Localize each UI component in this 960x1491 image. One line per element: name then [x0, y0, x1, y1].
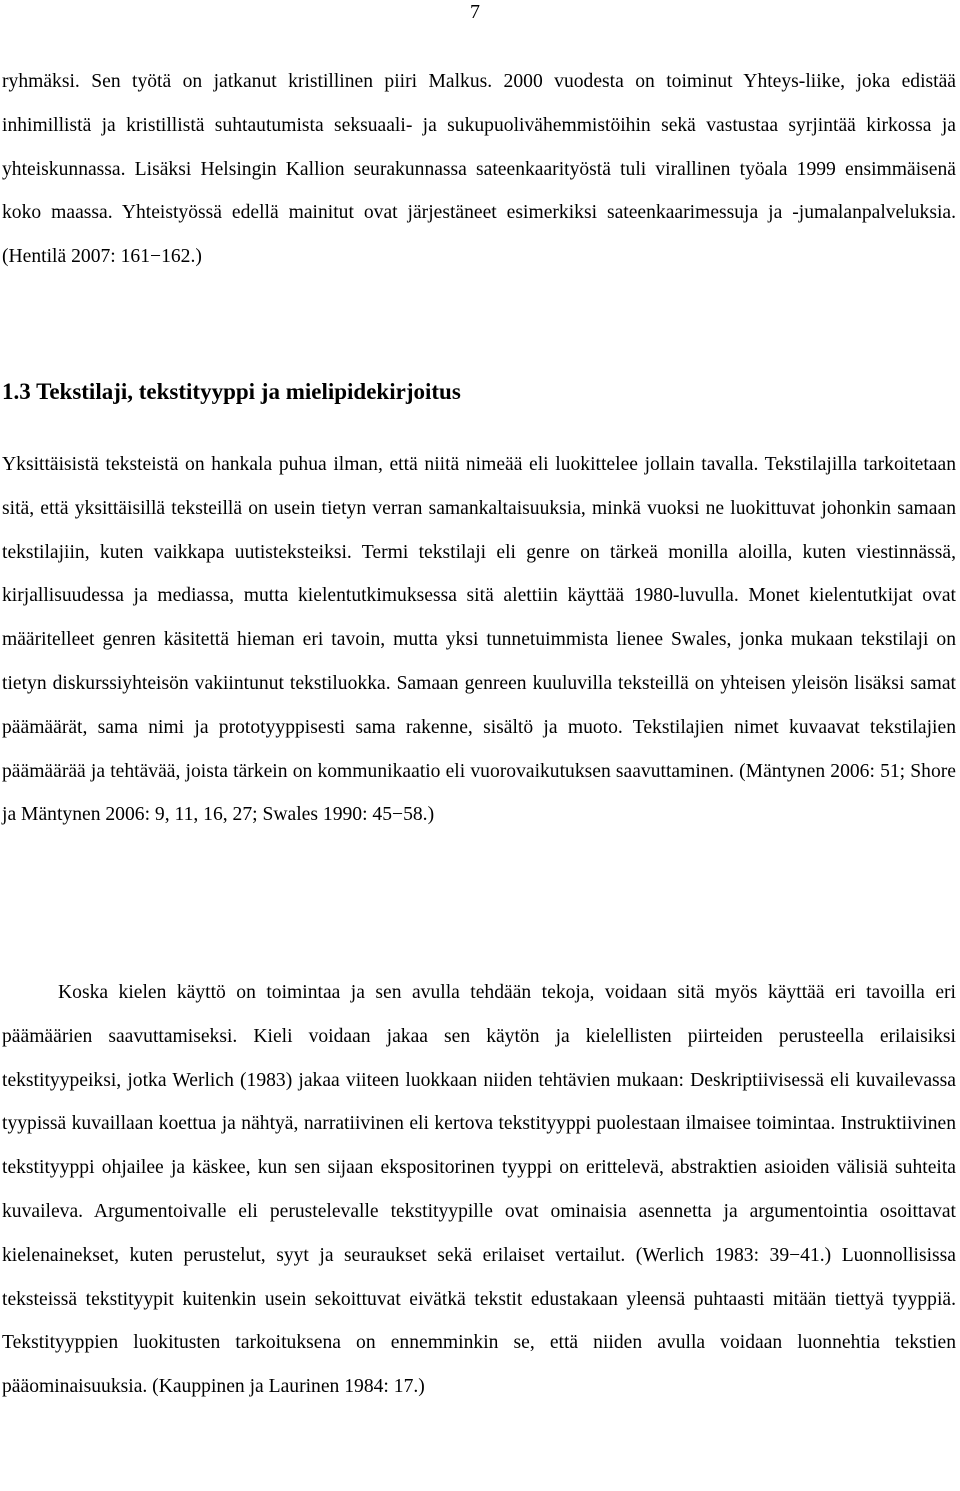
- section-paragraph-2: Koska kielen käyttö on toimintaa ja sen avulla tehdään tekoja, voidaan sitä myös käyttää eri tavoilla eri päämäärien saavuttamiseksi. Kieli voidaan jakaa sen käytön ja kielellisten piirteiden perusteella erilaisiksi tekstityypeiksi, jotka Werlich (1983) jakaa viiteen luokkaan niiden tehtävien mukaan: Deskriptiivisessä eli kuvailevassa tyypissä kuvaillaan koettua ja nähtyä, narratiivinen eli kertova tekstityyppi puolestaan ilmaisee toimintaa. Instruktiivinen tekstityyppi ohjailee ja käskee, kun sen sijaan ekspositorinen tyyppi on erittelevä, abstraktien asioiden välisiä suhteita kuvaileva. Argumentoivalle eli perustelevalle tekstityypille ovat ominaisia asennetta ja argumentointia osoittavat kielenainekset, kuten perustelut, syyt ja seuraukset sekä erilaiset vertailut. (Werlich 1983: 39−41.) Luonnollisissa teksteissä tekstityypit kuitenkin usein sekoittuvat eivätkä tekstit edustakaan yleensä puhtaasti mitään tiettyä tyyppiä. Tekstityyppien luokitusten tarkoituksena on ennemminkin se, että niiden avulla voidaan luonnehtia tekstien pääominaisuuksia. (Kauppinen ja Laurinen 1984: 17.): [2, 982, 956, 1398]
- section-heading: 1.3 Tekstilaji, tekstityyppi ja mielipidekirjoitus: [2, 379, 461, 404]
- section-paragraph-1: Yksittäisistä teksteistä on hankala puhua ilman, että niitä nimeää eli luokittelee jollain tavalla. Tekstilajilla tarkoitetaan sitä, että yksittäisillä teksteillä on usein tietyn verran samankaltaisuuksia, minkä vuoksi ne luokittuvat johonkin samaan tekstilajiin, kuten vaikkapa uutisteksteiksi. Termi tekstilaji eli genre on tärkeä monilla aloilla, kuten viestinnässä, kirjallisuudessa ja mediassa, mutta kielentutkimuksessa sitä alettiin käyttää 1980-luvulla. Monet kielentutkijat ovat määritelleet genren käsitettä hieman eri tavoin, mutta yksi tunnetuimmista lienee Swales, jonka mukaan tekstilaji on tietyn diskurssiyhteisön vakiintunut tekstiluokka. Samaan genreen kuuluvilla teksteillä on yhteisen yleisön lisäksi samat päämäärät, sama nimi ja prototyyppisesti sama rakenne, sisältö ja muoto. Tekstilajien nimet kuvaavat tekstilajien päämäärää ja tehtävää, joista tärkein on kommunikaatio eli vuorovaikutuksen saavuttaminen. (Mäntynen 2006: 51; Shore ja Mäntynen 2006: 9, 11, 16, 27; Swales 1990: 45−58.): [2, 454, 956, 826]
- intro-paragraph: ryhmäksi. Sen työtä on jatkanut kristillinen piiri Malkus. 2000 vuodesta on toiminut Yhteys-liike, joka edistää inhimillistä ja kristillistä suhtautumista seksuaali- ja sukupuolivähemmistöihin sekä vastustaa syrjintää kirkossa ja yhteiskunnassa. Lisäksi Helsingin Kallion seurakunnassa sateenkaarityöstä tuli virallinen työala 1999 ensimmäisenä koko maassa. Yhteistyössä edellä mainitut ovat järjestäneet esimerkiksi sateenkaarimessuja ja -jumalanpalveluksia. (Hentilä 2007: 161−162.): [2, 71, 956, 268]
- page-number: 7: [470, 1, 480, 23]
